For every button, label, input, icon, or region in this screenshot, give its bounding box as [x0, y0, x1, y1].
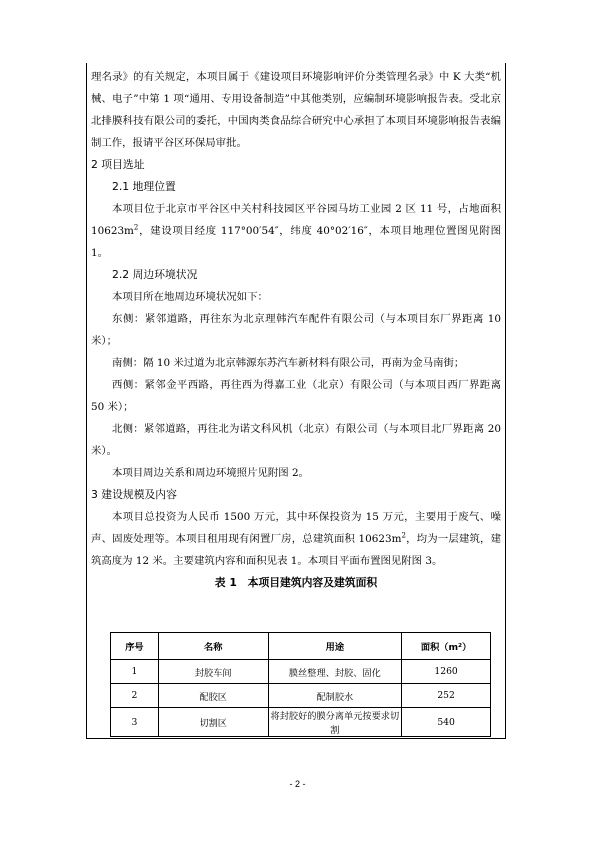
scale-text-b: ，均为一层建筑，建筑高度为 12 米。主要建筑内容和面积见表 1。本项目平面布置图见附图 3。 [91, 533, 501, 567]
table-header-row [111, 633, 491, 660]
heading-site: 2 项目选址 [91, 158, 145, 171]
header-use: 用途 [268, 633, 402, 660]
scale-text-a: 本项目总投资为人民币 1500 万元，其中环保投资为 15 万元，主要用于废气、噪声、固废处理等。本项目租用现有闲置厂房，总建筑面积 10623m [91, 511, 501, 545]
scale-sup: 2 [401, 531, 406, 540]
cell: 膜丝整理、封胶、固化 [268, 660, 402, 684]
paragraph-geo [91, 198, 501, 264]
paragraph-west: 西侧：紧邻金平西路，再往西为得嘉工业（北京）有限公司（与本项目西厂界距离 50 米）； [91, 379, 501, 413]
paragraph-env-intro: 本项目所在地周边环境状况如下： [112, 291, 268, 303]
paragraph-south: 南侧：隔 10 米过道为北京韩源东苏汽车新材料有限公司，再南为金马南街； [112, 357, 465, 369]
cell: 252 [402, 684, 491, 708]
heading-env: 2.2 周边环境状况 [112, 268, 198, 281]
geo-text-a: 本项目位于北京市平谷区中关村科技园区平谷园马坊工业园 2 区 11 号，占地面积 10623m [91, 203, 501, 237]
header-name: 名称 [158, 633, 268, 660]
page-number: - 2 - [289, 779, 306, 789]
heading-scale: 3 建设规模及内容 [91, 488, 177, 501]
cell: 540 [402, 708, 491, 737]
cell: 切割区 [158, 708, 268, 737]
cell: 3 [111, 708, 159, 737]
heading-geo: 2.1 地理位置 [112, 180, 176, 193]
document-body [91, 66, 501, 594]
geo-text-b: ，建设项目经度 117°00′54″，纬度 40°02′16″，本项目地理位置图见附图 1。 [91, 225, 501, 259]
cell: 配制胶水 [268, 684, 402, 708]
paragraph-intro: 理名录》的有关规定，本项目属于《建设项目环境影响评价分类管理名录》中 K 大类“机械、电子”中第 1 项“通用、专用设备制造”中其他类别，应编制环境影响报告表。受北京北排膜科技有限公司的委托，中国肉类食品综合研究中心承担了本项目环境影响报告表编制工作，报请平谷区环保局审批。 [91, 71, 501, 149]
cell: 配胶区 [158, 684, 268, 708]
geo-sup: 2 [133, 223, 139, 232]
cell: 1 [111, 660, 159, 684]
paragraph-env-end: 本项目周边关系和周边环境照片见附图 2。 [112, 467, 309, 479]
paragraph-north: 北侧：紧邻道路，再往北为诺文科风机（北京）有限公司（与本项目北厂界距离 20 米）。 [91, 423, 501, 457]
cell: 1260 [402, 660, 491, 684]
cell: 将封胶好的膜分离单元按要求切割 [268, 708, 402, 737]
table-row [111, 660, 491, 684]
building-table [110, 632, 491, 737]
header-area: 面积（m²） [402, 633, 491, 660]
paragraph-east: 东侧：紧邻道路，再往东为北京理韩汽车配件有限公司（与本项目东厂界距离 10 米）； [91, 313, 501, 347]
header-index: 序号 [111, 633, 159, 660]
table-caption: 表 1 本项目建筑内容及建筑面积 [214, 576, 378, 589]
cell: 封胶车间 [158, 660, 268, 684]
cell: 2 [111, 684, 159, 708]
table-row [111, 684, 491, 708]
table-row [111, 708, 491, 737]
paragraph-scale [91, 506, 501, 572]
